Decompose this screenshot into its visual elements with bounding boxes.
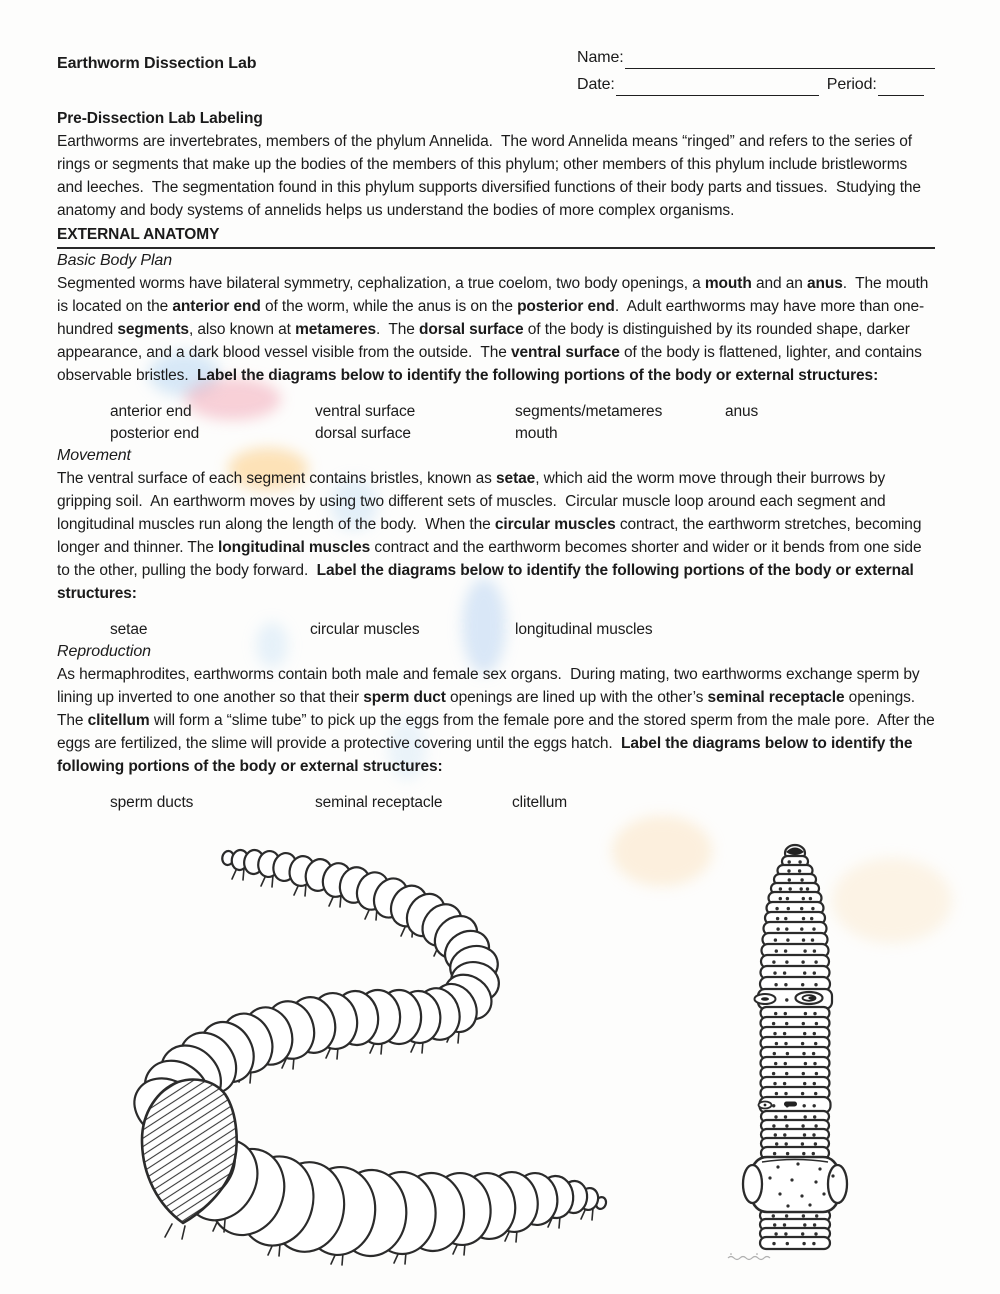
- document-header: [57, 46, 935, 100]
- label-item: clitellum: [512, 794, 568, 811]
- date-blank-line: [616, 78, 819, 96]
- name-label: Name:: [577, 49, 624, 66]
- movement-heading: Movement: [57, 447, 131, 464]
- label-item: anterior end: [110, 403, 192, 420]
- basic-body-plan-paragraph: Segmented worms have bilateral symmetry, cephalization, a true coelom, two body openings, a mouth and an anus. The mouth is located on the anterior end of the worm, while the anus is on the posterior end. Adult earthworms may have more than one-hundred segments, also known at metameres. The dorsal surface of the body is distinguished by its rounded shape, darker appearance, and a dark blood vessel visible from the outside. The ventral surface of the body is flattened, lighter, and contains observable bristles. Label the diagrams below to identify the following portions of the body or external structures:: [57, 275, 933, 384]
- name-blank-line: [625, 51, 935, 69]
- date-label: Date:: [577, 76, 615, 93]
- basic-body-plan-heading: Basic Body Plan: [57, 252, 173, 269]
- intro-paragraph: Earthworms are invertebrates, members of the phylum Annelida. The word Annelida means “ringed” and refers to the series of rings or segments that make up the bodies of the members of this phylum; other members of this phylum include bristleworms and leeches. The segmentation found in this phylum supports diversified functions of their body parts and tissues. Studying the anatomy and body systems of annelids helps us understand the bodies of more complex organisms.: [57, 133, 926, 219]
- tiny-watermark-mark: [728, 1253, 770, 1259]
- label-item: anus: [725, 403, 759, 420]
- label-item: longitudinal muscles: [515, 621, 653, 638]
- ventral-worm-diagram: [743, 845, 847, 1249]
- label-item: segments/metameres: [515, 403, 663, 420]
- document-content: [57, 46, 939, 813]
- movement-labels-row: [57, 618, 935, 640]
- movement-paragraph: The ventral surface of each segment contains bristles, known as setae, which aid the worm move through their burrows by gripping soil. An earthworm moves by using two different sets of muscles. Circular muscle loop around each segment and longitudinal muscles run along the length of the body. When the circular muscles contract, the earthworm stretches, becoming longer and thinner. The longitudinal muscles contract and the earthworm becomes shorter and wider or it bends from one side to the other, pulling the body forward. Label the diagrams below to identify the following portions of the body or external structures:: [57, 470, 926, 602]
- label-item: sperm ducts: [110, 794, 194, 811]
- label-item: ventral surface: [315, 403, 416, 420]
- reproduction-heading: Reproduction: [57, 643, 151, 660]
- external-anatomy-heading: EXTERNAL ANATOMY: [57, 223, 935, 249]
- label-item: setae: [110, 621, 148, 638]
- period-blank-line: [878, 78, 924, 96]
- pre-dissection-heading: Pre-Dissection Lab Labeling: [57, 110, 263, 127]
- date-period-row: [577, 73, 935, 96]
- label-item: posterior end: [110, 425, 200, 442]
- label-item: mouth: [515, 425, 558, 442]
- basic-labels-row-2: [57, 422, 935, 444]
- reproduction-paragraph: As hermaphrodites, earthworms contain both male and female sex organs. During mating, two earthworms exchange sperm by lining up inverted to one another so that their sperm duct openings are lined up with the other’s seminal receptacle openings. The clitellum will form a “slime tube” to pick up the eggs from the female pore and the stored sperm from the male pore. After the eggs are fertilized, the slime will provide a protective covering until the eggs hatch. Label the diagrams below to identify the following portions of the body or external structures:: [57, 666, 939, 775]
- label-item: dorsal surface: [315, 425, 411, 442]
- name-date-block: [577, 46, 935, 100]
- period-label: Period:: [826, 76, 877, 93]
- curved-worm-diagram: [124, 849, 608, 1265]
- page-title: Earthworm Dissection Lab: [57, 55, 257, 72]
- label-item: circular muscles: [310, 621, 420, 638]
- reproduction-labels-row: [57, 791, 935, 813]
- label-item: seminal receptacle: [315, 794, 443, 811]
- name-row: [577, 46, 935, 69]
- basic-labels-row-1: [57, 400, 935, 422]
